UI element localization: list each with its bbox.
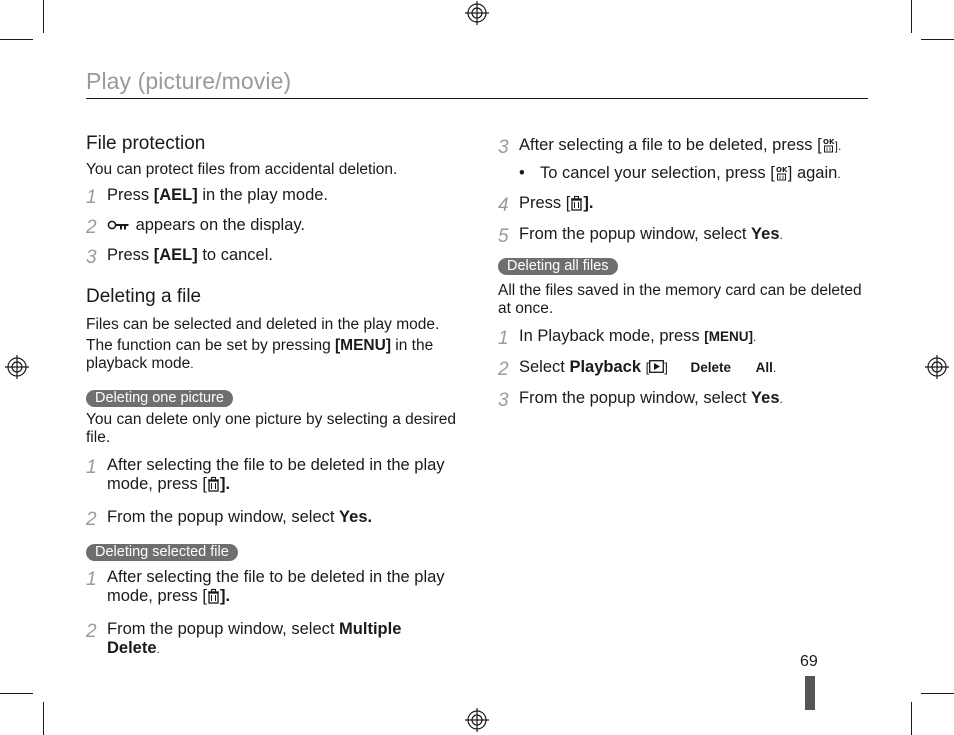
- svg-text:OK: OK: [775, 166, 788, 174]
- all-files-step: 1 In Playback mode, press [MENU].: [498, 327, 757, 349]
- all-files-step: 3 From the popup window, select Yes.: [498, 389, 783, 411]
- selected-file-step-3: 3 After selecting a file to be deleted, press [ OK ].: [498, 136, 842, 158]
- protection-step: 2 appears on the display.: [86, 216, 305, 238]
- step-number: 2: [498, 359, 509, 380]
- ael-key: [AEL]: [153, 246, 198, 264]
- trash-icon: [207, 588, 220, 604]
- page-title: Play (picture/movie): [86, 68, 292, 94]
- registration-mark-icon: [465, 708, 489, 732]
- one-picture-step: 2 From the popup window, select Yes.: [86, 508, 373, 530]
- trash-icon: [570, 195, 583, 211]
- crop-mark: [911, 702, 912, 735]
- selected-file-step: 2 From the popup window, select Multiple Delete.: [86, 620, 402, 657]
- svg-text:OK: OK: [822, 138, 835, 146]
- trash-icon: [207, 476, 220, 492]
- step-number: 3: [498, 137, 509, 158]
- step-number: 1: [86, 569, 97, 590]
- protection-step: 1 Press [AEL] in the play mode.: [86, 186, 329, 208]
- protection-intro: You can protect files from accidental deletion.: [86, 161, 398, 178]
- step-number: 2: [86, 509, 97, 530]
- step-number: 1: [86, 187, 97, 208]
- label-deleting-all-files: Deleting all files: [498, 258, 618, 275]
- selected-file-step: 1 After selecting the file to be deleted in the play mode, press [ ].: [86, 568, 445, 605]
- menu-option-delete: Delete: [690, 360, 731, 375]
- ok-delete-icon: [822, 137, 835, 153]
- step-number: 3: [498, 390, 509, 411]
- all-files-intro: All the files saved in the memory card can be deleted at once.: [498, 282, 862, 317]
- deleting-menu-note: The function can be set by pressing [MENU] in the playback mode.: [86, 337, 434, 372]
- step-number: 5: [498, 226, 509, 247]
- registration-mark-icon: [925, 355, 949, 379]
- playback-icon: [649, 360, 664, 373]
- step-number: 2: [86, 621, 97, 642]
- crop-mark: [921, 693, 954, 694]
- selected-file-step-5: 5 From the popup window, select Yes.: [498, 225, 783, 247]
- registration-mark-icon: [5, 355, 29, 379]
- ok-delete-icon: [775, 165, 788, 181]
- page-number: 69: [800, 653, 818, 670]
- protect-key-icon: [107, 218, 131, 232]
- label-deleting-one-picture: Deleting one picture: [86, 390, 233, 407]
- section-heading-deleting: Deleting a file: [86, 286, 202, 307]
- step-number: 1: [86, 457, 97, 478]
- label-deleting-selected-file: Deleting selected file: [86, 544, 238, 561]
- cancel-selection-note: • To cancel your selection, press [ OK ] again.: [519, 164, 841, 182]
- deleting-intro: Files can be selected and deleted in the play mode.: [86, 316, 440, 333]
- crop-mark: [43, 702, 44, 735]
- crop-mark: [43, 0, 44, 33]
- step-number: 2: [86, 217, 97, 238]
- section-heading-file-protection: File protection: [86, 133, 206, 154]
- menu-key: [MENU]: [704, 329, 754, 344]
- step-number: 4: [498, 195, 509, 216]
- one-picture-step: 1 After selecting the file to be deleted in the play mode, press [ ].: [86, 456, 445, 493]
- one-picture-intro: You can delete only one picture by selecting a desired file.: [86, 411, 456, 446]
- crop-mark: [911, 0, 912, 33]
- all-files-step: 2 Select Playback [ ] Delete All.: [498, 358, 777, 380]
- registration-mark-icon: [465, 1, 489, 25]
- ael-key: [AEL]: [153, 186, 198, 204]
- title-rule: [86, 98, 868, 99]
- page-tab-marker: [805, 676, 815, 710]
- step-number: 1: [498, 328, 509, 349]
- menu-option-all: All: [755, 360, 773, 375]
- step-number: 3: [86, 247, 97, 268]
- selected-file-step-4: 4 Press [ ].: [498, 194, 594, 216]
- right-column: [498, 136, 868, 410]
- crop-mark: [0, 693, 33, 694]
- crop-mark: [0, 39, 33, 40]
- crop-mark: [921, 39, 954, 40]
- left-column: [86, 133, 456, 659]
- protection-step: 3 Press [AEL] to cancel.: [86, 246, 273, 268]
